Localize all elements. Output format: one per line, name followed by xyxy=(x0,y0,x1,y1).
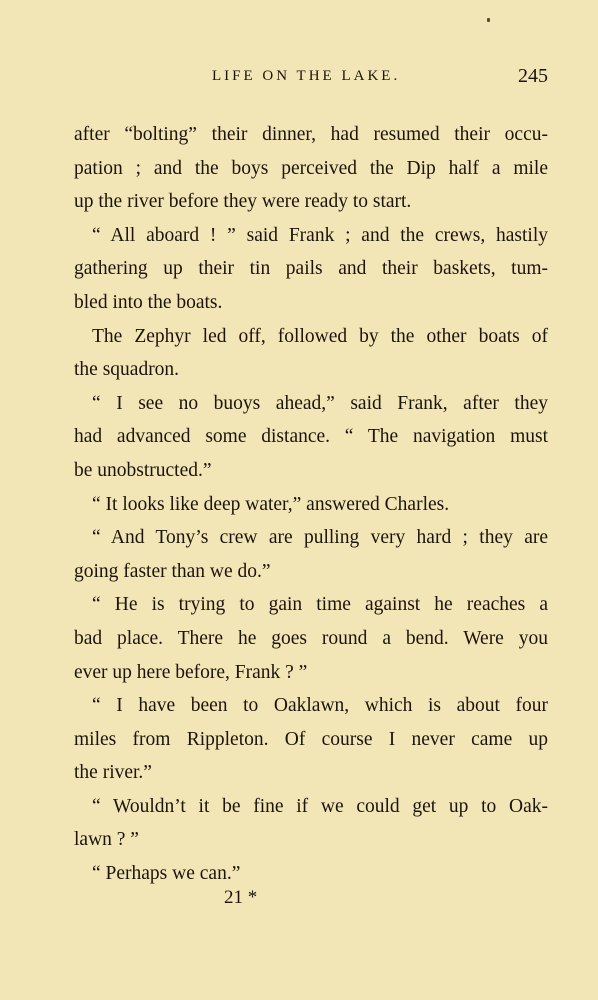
text-line: lawn ? ” xyxy=(74,829,139,851)
text-line: going faster than we do.” xyxy=(74,560,271,582)
text-line: the river.” xyxy=(74,762,152,784)
text-line: The Zephyr led off, followed by the other boats of xyxy=(92,325,548,347)
text-line: “ It looks like deep water,” answered Charles. xyxy=(92,493,450,515)
text-line: “ He is trying to gain time against he reaches a xyxy=(92,594,548,616)
text-line: bad place. There he goes round a bend. Were you xyxy=(74,627,548,649)
text-line: pation ; and the boys perceived the Dip half a mile xyxy=(74,157,548,179)
signature-mark: 21 * xyxy=(224,887,258,908)
body-text xyxy=(74,118,548,891)
page-number: 245 xyxy=(518,65,548,87)
text-line: the squadron. xyxy=(74,359,180,381)
text-line: “ And Tony’s crew are pulling very hard ; they are xyxy=(92,527,548,549)
text-line: miles from Rippleton. Of course I never came up xyxy=(74,728,548,750)
text-line: “ Perhaps we can.” xyxy=(92,863,241,885)
text-line: gathering up their tin pails and their baskets, tum- xyxy=(74,258,548,280)
text-line: “ I see no buoys ahead,” said Frank, after they xyxy=(92,392,548,414)
running-title: LIFE ON THE LAKE. xyxy=(212,68,401,84)
text-line: had advanced some distance. “ The navigation must xyxy=(74,426,548,448)
text-line: bled into the boats. xyxy=(74,291,223,313)
ink-speck xyxy=(487,18,490,22)
text-line: “ I have been to Oaklawn, which is about four xyxy=(92,695,548,717)
text-line: “ Wouldn’t it be fine if we could get up to Oak- xyxy=(92,795,548,817)
text-line: “ All aboard ! ” said Frank ; and the crews, hastily xyxy=(92,224,548,246)
text-line: up the river before they were ready to start. xyxy=(74,191,412,213)
text-line: after “bolting” their dinner, had resumed their occu- xyxy=(74,124,548,145)
text-line: be unobstructed.” xyxy=(74,459,212,481)
running-head xyxy=(74,66,548,90)
text-line: ever up here before, Frank ? ” xyxy=(74,661,308,683)
